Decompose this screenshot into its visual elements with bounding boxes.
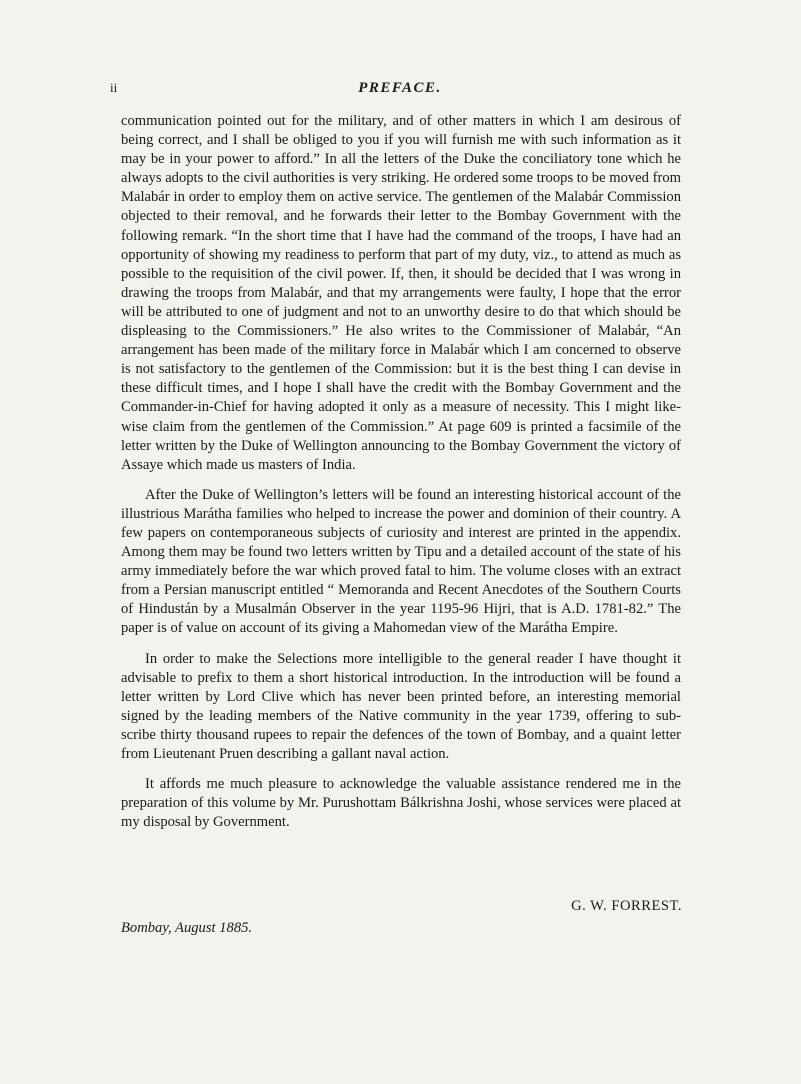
place-and-date: Bombay, August 1885. bbox=[121, 920, 253, 936]
preface-body bbox=[121, 112, 681, 843]
paragraph-4: It affords me much pleasure to acknowledge the valuable assistance rendered me in the preparation of this volume by Mr. Purushottam Bálkrishna Joshi, whose services were placed at my disposal by Government. bbox=[121, 776, 681, 831]
paragraph-1: communication pointed out for the military, and of other matters in which I am desirous of being correct, and I shall be obliged to you if you will furnish me with such information as it may be in your power to afford.” In all the letters of the Duke the conciliatory tone which he always adopts to the civil authorities is very striking. He ordered some troops to be moved from Malabár in order to employ them on active service. The gentlemen of the Malabár Commission objected to their removal, and he forwards their letter to the Bombay Government with the following remark. “In the short time that I have had the command of the troops, I have had an opportunity of showing my readiness to perform that part of my duty, viz., to attend as much as possible to the requisition of the civil power. If, then, it should be decided that I was wrong in drawing the troops from Malabár, and that my arrangements were faulty, I hope that the error will be attributed to one of judgment and not to an unworthy desire to do that which should be displeasing to the Commissioners.” He also writes to the Commissioner of Malabár, “An arrangement has been made of the military force in Malabár which I am concerned to observe is not satisfactory to the gentlemen of the Commission: but it is the best thing I can devise in these difficult times, and I hope I shall have the credit with the Bombay Government and the Commander-in-Chief for having adopted it only as a measure of necessity. This I might like-wise claim from the gentlemen of the Commission.” At page 609 is printed a facsimile of the letter written by the Duke of Wellington announcing to the Bombay Government the victory of Assaye which made us masters of India. bbox=[121, 113, 681, 473]
paragraph-3: In order to make the Selections more intelligible to the general reader I have thought it advisable to prefix to them a short historical introduction. In the introduction will be found a letter written by Lord Clive which has never been printed before, an interesting memorial signed by the leading members of the Native community in the year 1739, offering to sub-scribe thirty thousand rupees to repair the defences of the town of Bombay, and a quaint letter from Lieutenant Pruen describing a gallant naval action. bbox=[121, 650, 681, 762]
paragraph-2: After the Duke of Wellington’s letters will be found an interesting historical account of the illustrious Marátha families who helped to increase the power and dominion of their country. A few papers on contemporaneous subjects of curiosity and interest are printed in the appendix. Among them may be found two letters written by Tipu and a detailed account of the state of his army immediately before the war which proved fatal to him. The volume closes with an extract from a Persian manuscript entitled “ Memoranda and Recent Anecdotes of the Southern Courts of Hindustán by a Musalmán Observer in the year 1195-96 Hijri, that is A.D. 1781-82.” The paper is of value on account of its giving a Mahomedan view of the Marátha Empire. bbox=[121, 486, 681, 637]
page-number: ii bbox=[110, 80, 118, 95]
author-signature: G. W. FORREST. bbox=[571, 898, 682, 914]
page-header bbox=[110, 80, 690, 100]
running-title: PREFACE. bbox=[358, 80, 442, 96]
